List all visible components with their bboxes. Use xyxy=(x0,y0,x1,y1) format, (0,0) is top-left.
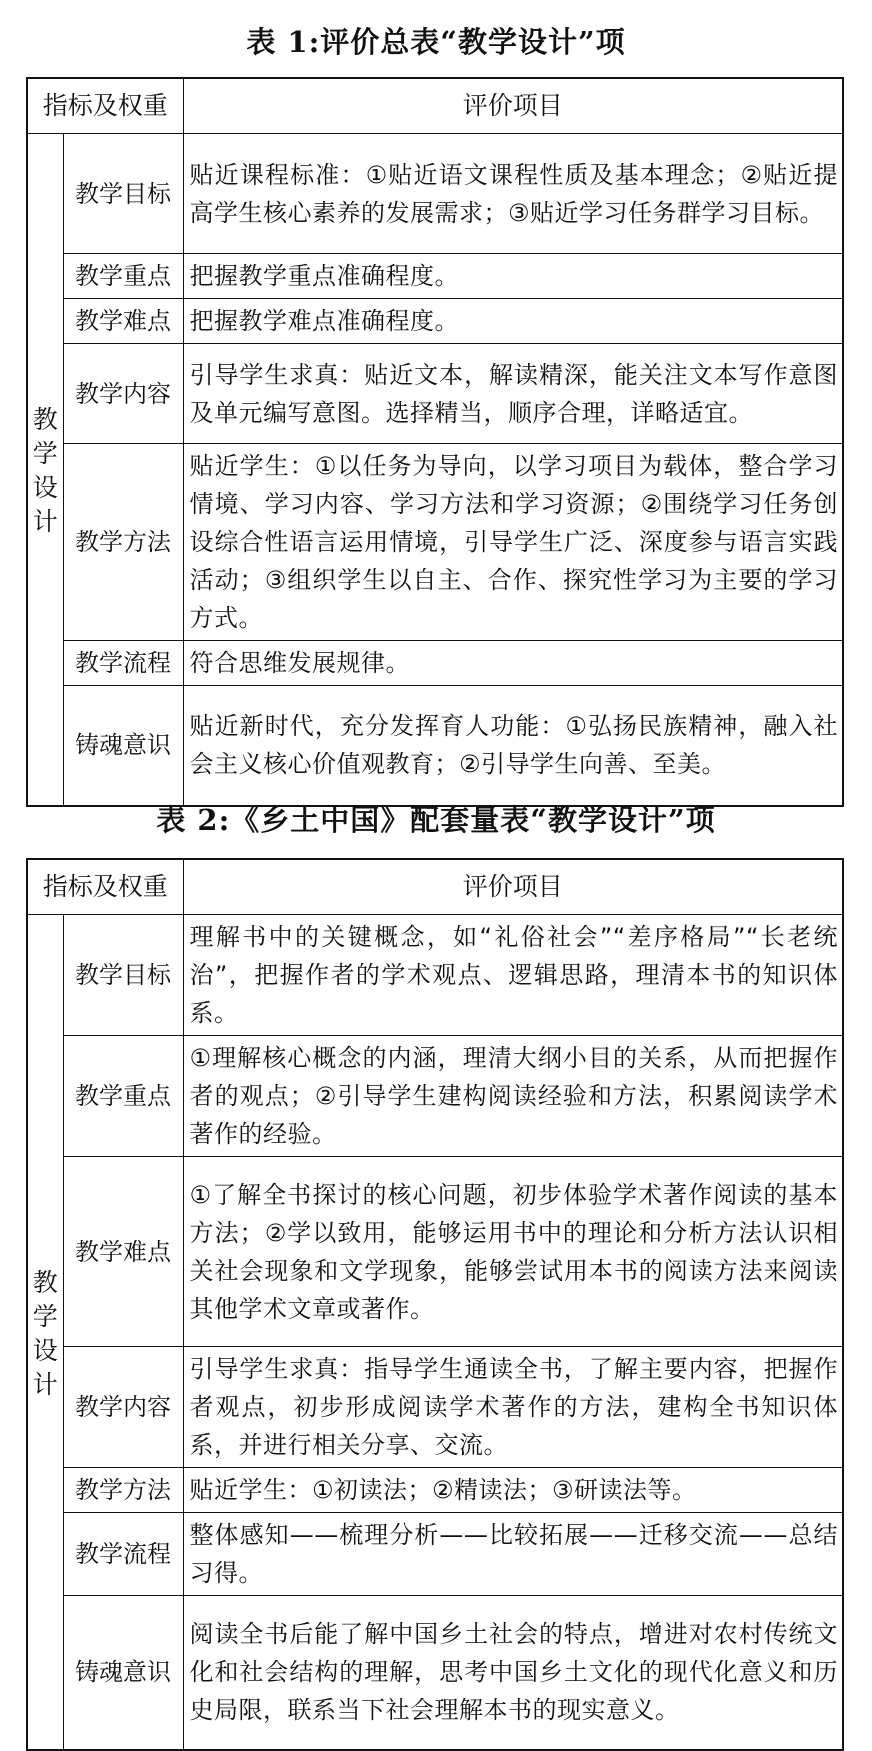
header-indicator: 指标及权重 xyxy=(27,859,183,915)
item-cell: 理解书中的关键概念，如“礼俗社会”“差序格局”“长老统治”，把握作者的学术观点、逻辑思路，理清本书的知识体系。 xyxy=(183,915,843,1036)
table-row xyxy=(27,686,843,806)
item-cell: 贴近学生：①初读法；②精读法；③研读法等。 xyxy=(183,1468,843,1513)
table1-caption: 表 1:评价总表“教学设计”项 xyxy=(246,25,626,59)
indicator-cell: 教学难点 xyxy=(63,1157,183,1347)
table-row xyxy=(27,641,843,686)
indicator-cell: 铸魂意识 xyxy=(63,686,183,806)
table-row xyxy=(27,134,843,254)
item-cell: 贴近学生：①以任务为导向，以学习项目为载体，整合学习情境、学习内容、学习方法和学习资源；②围绕学习任务创设综合性语言运用情境，引导学生广泛、深度参与语言实践活动；③组织学生以自主、合作、探究性学习为主要的学习方式。 xyxy=(183,444,843,641)
table-row xyxy=(27,444,843,641)
item-cell: 符合思维发展规律。 xyxy=(183,641,843,686)
header-items: 评价项目 xyxy=(183,78,843,134)
header-items: 评价项目 xyxy=(183,859,843,915)
table-row xyxy=(27,1513,843,1596)
table-row xyxy=(27,1347,843,1468)
indicator-cell: 教学内容 xyxy=(63,344,183,444)
evaluation-table-1 xyxy=(26,77,844,807)
table2-caption: 表 2:《乡土中国》配套量表“教学设计”项 xyxy=(156,803,716,837)
indicator-cell: 教学流程 xyxy=(63,641,183,686)
item-cell: ①了解全书探讨的核心问题，初步体验学术著作阅读的基本方法；②学以致用，能够运用书中的理论和分析方法认识相关社会现象和文学现象，能够尝试用本书的阅读方法来阅读其他学术文章或著作。 xyxy=(183,1157,843,1347)
table-row xyxy=(27,1036,843,1157)
item-cell: 引导学生求真：贴近文本，解读精深，能关注文本写作意图及单元编写意图。选择精当，顺序合理，详略适宜。 xyxy=(183,344,843,444)
table-row xyxy=(27,1596,843,1750)
table-row xyxy=(27,1157,843,1347)
item-cell: 贴近课程标准：①贴近语文课程性质及基本理念；②贴近提高学生核心素养的发展需求；③贴近学习任务群学习目标。 xyxy=(183,134,843,254)
indicator-cell: 教学目标 xyxy=(63,915,183,1036)
table-row xyxy=(27,254,843,299)
item-cell: ①理解核心概念的内涵，理清大纲小目的关系，从而把握作者的观点；②引导学生建构阅读经验和方法，积累阅读学术著作的经验。 xyxy=(183,1036,843,1157)
indicator-cell: 教学重点 xyxy=(63,254,183,299)
category-cell xyxy=(27,134,63,806)
category-cell xyxy=(27,915,63,1750)
indicator-cell: 教学内容 xyxy=(63,1347,183,1468)
item-cell: 把握教学难点准确程度。 xyxy=(183,299,843,344)
item-cell: 整体感知——梳理分析——比较拓展——迁移交流——总结习得。 xyxy=(183,1513,843,1596)
table-row xyxy=(27,299,843,344)
indicator-cell: 铸魂意识 xyxy=(63,1596,183,1750)
category-label: 教学设计 xyxy=(32,405,58,537)
table-row xyxy=(27,344,843,444)
indicator-cell: 教学难点 xyxy=(63,299,183,344)
table-row xyxy=(27,915,843,1036)
header-indicator: 指标及权重 xyxy=(27,78,183,134)
indicator-cell: 教学方法 xyxy=(63,1468,183,1513)
table-row xyxy=(27,1468,843,1513)
table-header-row xyxy=(27,78,843,134)
table-header-row xyxy=(27,859,843,915)
item-cell: 引导学生求真：指导学生通读全书，了解主要内容，把握作者观点，初步形成阅读学术著作的方法，建构全书知识体系，并进行相关分享、交流。 xyxy=(183,1347,843,1468)
category-label: 教学设计 xyxy=(32,1267,58,1399)
indicator-cell: 教学目标 xyxy=(63,134,183,254)
indicator-cell: 教学方法 xyxy=(63,444,183,641)
item-cell: 贴近新时代，充分发挥育人功能：①弘扬民族精神，融入社会主义核心价值观教育；②引导学生向善、至美。 xyxy=(183,686,843,806)
indicator-cell: 教学流程 xyxy=(63,1513,183,1596)
item-cell: 阅读全书后能了解中国乡土社会的特点，增进对农村传统文化和社会结构的理解，思考中国乡土文化的现代化意义和历史局限，联系当下社会理解本书的现实意义。 xyxy=(183,1596,843,1750)
indicator-cell: 教学重点 xyxy=(63,1036,183,1157)
evaluation-table-2 xyxy=(26,858,844,1751)
item-cell: 把握教学重点准确程度。 xyxy=(183,254,843,299)
